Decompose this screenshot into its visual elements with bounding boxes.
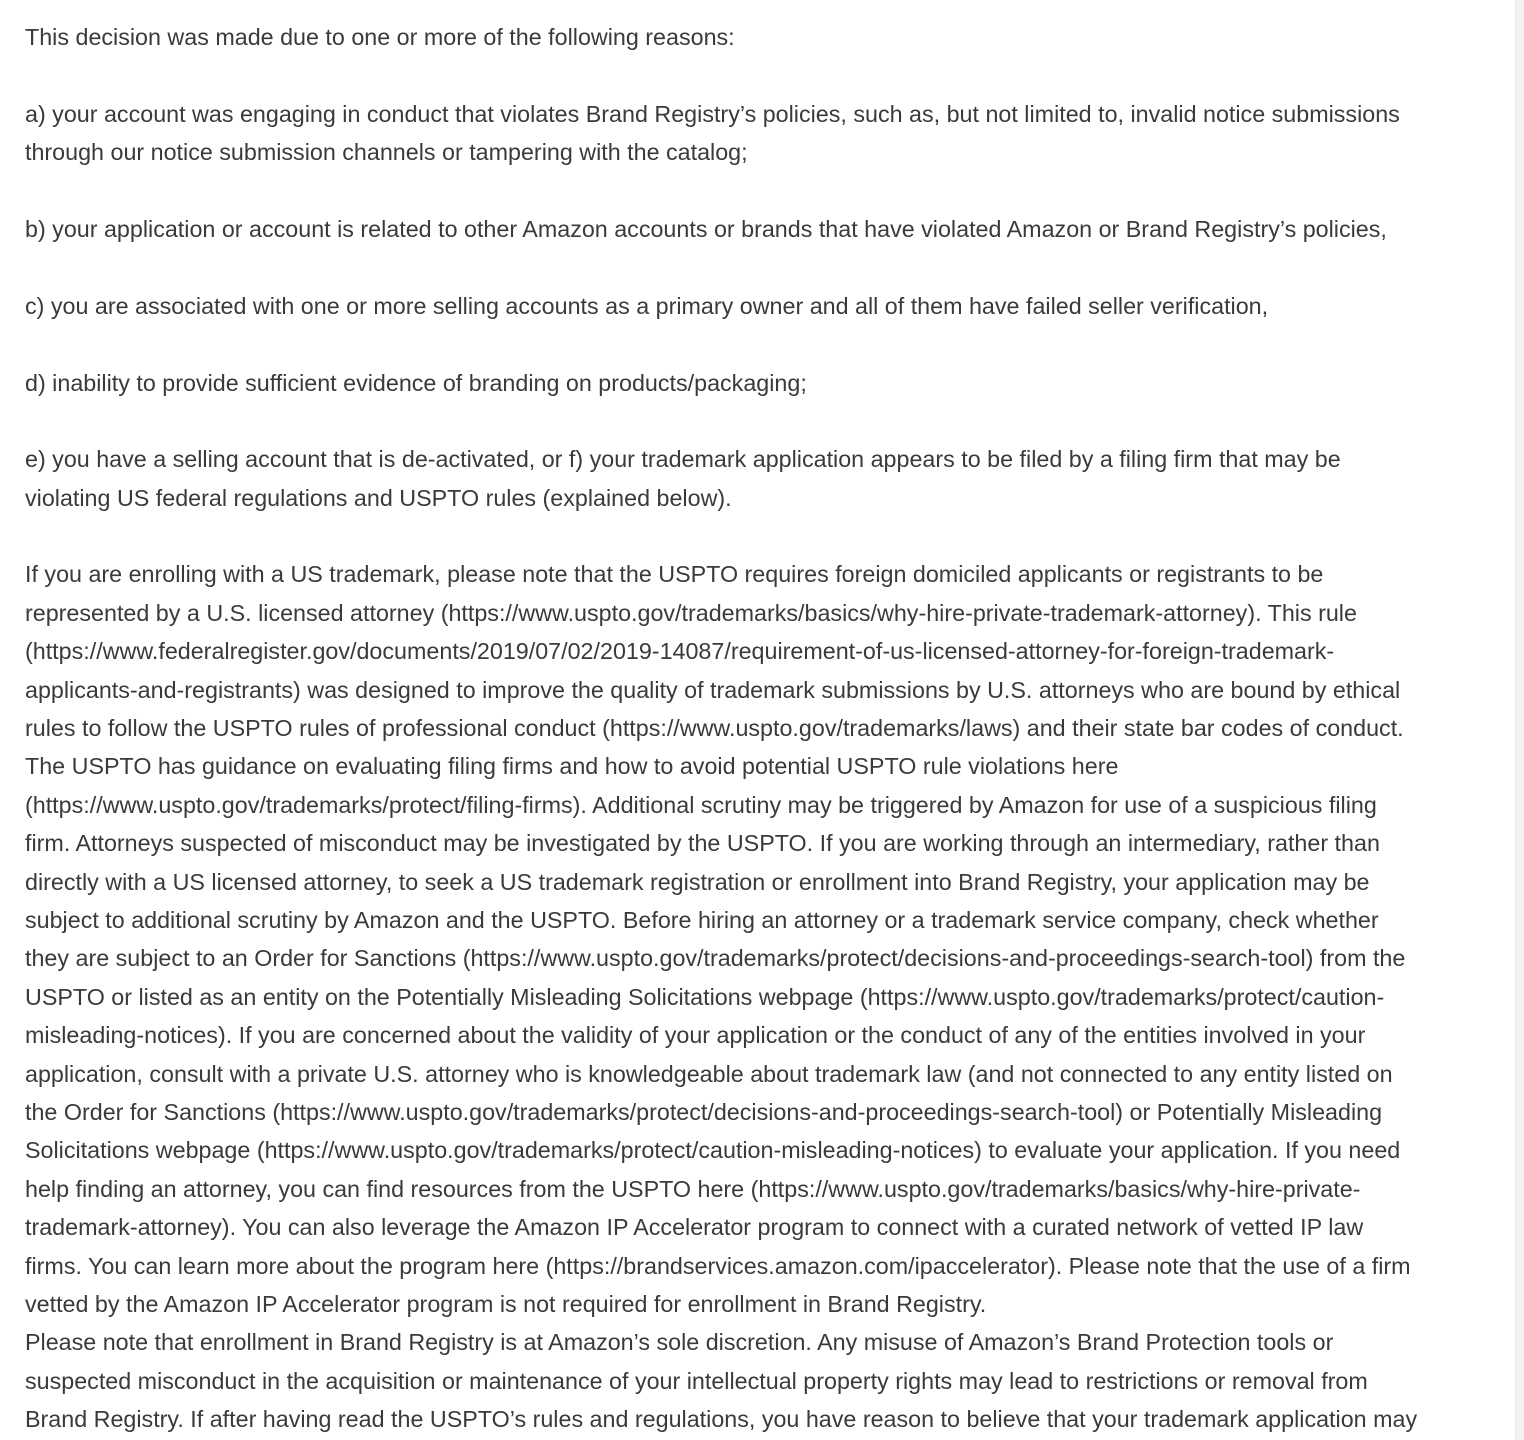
reason-e-line-2: violating US federal regulations and USPTO rules (explained below).: [25, 484, 732, 511]
uspto-attorney-paragraph: [25, 555, 1500, 1323]
reason-c-paragraph: [25, 287, 1500, 325]
uspto-line: represented by a U.S. licensed attorney (https://www.uspto.gov/trademarks/basics/why-hire-private-trademark-attorney). This rule: [25, 599, 1357, 626]
uspto-line: application, consult with a private U.S. attorney who is knowledgeable about trademark law (and not connected to any entity listed on: [25, 1060, 1393, 1087]
sole-discretion-paragraph: [25, 1323, 1500, 1438]
reason-b-line-1: b) your application or account is related to other Amazon accounts or brands that have violated Amazon or Brand Registry’s policies,: [25, 215, 1387, 242]
uspto-line: trademark-attorney). You can also leverage the Amazon IP Accelerator program to connect with a curated network of vetted IP law: [25, 1214, 1364, 1241]
uspto-line: the Order for Sanctions (https://www.uspto.gov/trademarks/protect/decisions-and-proceedings-search-tool) or Potentially Misleading: [25, 1098, 1383, 1125]
uspto-line: If you are enrolling with a US trademark, please note that the USPTO requires foreign domiciled applicants or registrants to be: [25, 561, 1324, 588]
uspto-line: misleading-notices). If you are concerned about the validity of your application or the conduct of any of the entities involved in your: [25, 1022, 1366, 1049]
uspto-line: The USPTO has guidance on evaluating filing firms and how to avoid potential USPTO rule violations here: [25, 753, 1119, 780]
reason-a-line-1: a) your account was engaging in conduct that violates Brand Registry’s policies, such as, but not limited to, invalid notice submissions: [25, 100, 1400, 127]
email-message-content: [25, 18, 1500, 1438]
uspto-line: help finding an attorney, you can find resources from the USPTO here (https://www.uspto.gov/trademarks/basics/why-hire-private-: [25, 1175, 1361, 1202]
uspto-line: rules to follow the USPTO rules of professional conduct (https://www.uspto.gov/trademarks/laws) and their state bar codes of conduct.: [25, 715, 1404, 742]
discretion-line: suspected misconduct in the acquisition or maintenance of your intellectual property rights may lead to restrictions or removal from: [25, 1367, 1368, 1394]
reason-a-paragraph: [25, 95, 1500, 172]
uspto-line: vetted by the Amazon IP Accelerator program is not required for enrollment in Brand Registry.: [25, 1290, 987, 1317]
reason-d-paragraph: [25, 364, 1500, 402]
uspto-line: directly with a US licensed attorney, to seek a US trademark registration or enrollment into Brand Registry, your application may be: [25, 868, 1370, 895]
reason-c-line-1: c) you are associated with one or more selling accounts as a primary owner and all of them have failed seller verification,: [25, 292, 1269, 319]
uspto-line: firms. You can learn more about the program here (https://brandservices.amazon.com/ipaccelerator). Please note that the use of a firm: [25, 1252, 1411, 1279]
uspto-line: (https://www.federalregister.gov/documents/2019/07/02/2019-14087/requirement-of-us-licensed-attorney-for-foreign-trademark-: [25, 638, 1335, 665]
paragraph-spacer: [25, 325, 1500, 363]
paragraph-spacer: [25, 248, 1500, 286]
reason-b-paragraph: [25, 210, 1500, 248]
paragraph-spacer: [25, 56, 1500, 94]
uspto-line: subject to additional scrutiny by Amazon and the USPTO. Before hiring an attorney or a trademark service company, check whether: [25, 906, 1379, 933]
paragraph-spacer: [25, 172, 1500, 210]
window-right-edge: [1515, 0, 1524, 1440]
discretion-line: Brand Registry. If after having read the USPTO’s rules and regulations, you have reason to believe that your trademark application may: [25, 1406, 1418, 1433]
paragraph-spacer: [25, 517, 1500, 555]
uspto-line: USPTO or listed as an entity on the Potentially Misleading Solicitations webpage (https://www.uspto.gov/trademarks/protect/caution-: [25, 983, 1385, 1010]
uspto-line: they are subject to an Order for Sanctions (https://www.uspto.gov/trademarks/protect/decisions-and-proceedings-search-tool) from the: [25, 945, 1406, 972]
uspto-line: firm. Attorneys suspected of misconduct may be investigated by the USPTO. If you are working through an intermediary, rather than: [25, 830, 1380, 857]
uspto-line: (https://www.uspto.gov/trademarks/protect/filing-firms). Additional scrutiny may be triggered by Amazon for use of a suspicious filing: [25, 791, 1377, 818]
uspto-line: applicants-and-registrants) was designed to improve the quality of trademark submissions by U.S. attorneys who are bound by ethical: [25, 676, 1401, 703]
reason-a-line-2: through our notice submission channels or tampering with the catalog;: [25, 139, 748, 166]
reason-e-line-1: e) you have a selling account that is de-activated, or f) your trademark application appears to be filed by a filing firm that may be: [25, 446, 1341, 473]
intro-text: This decision was made due to one or more of the following reasons:: [25, 24, 735, 50]
paragraph-spacer: [25, 402, 1500, 440]
reason-d-line-1: d) inability to provide sufficient evidence of branding on products/packaging;: [25, 369, 807, 396]
discretion-line: Please note that enrollment in Brand Registry is at Amazon’s sole discretion. Any misuse of Amazon’s Brand Protection tools or: [25, 1329, 1334, 1356]
reason-e-paragraph: [25, 440, 1500, 517]
uspto-line: Solicitations webpage (https://www.uspto.gov/trademarks/protect/caution-misleading-notices) to evaluate your application. If you need: [25, 1137, 1401, 1164]
